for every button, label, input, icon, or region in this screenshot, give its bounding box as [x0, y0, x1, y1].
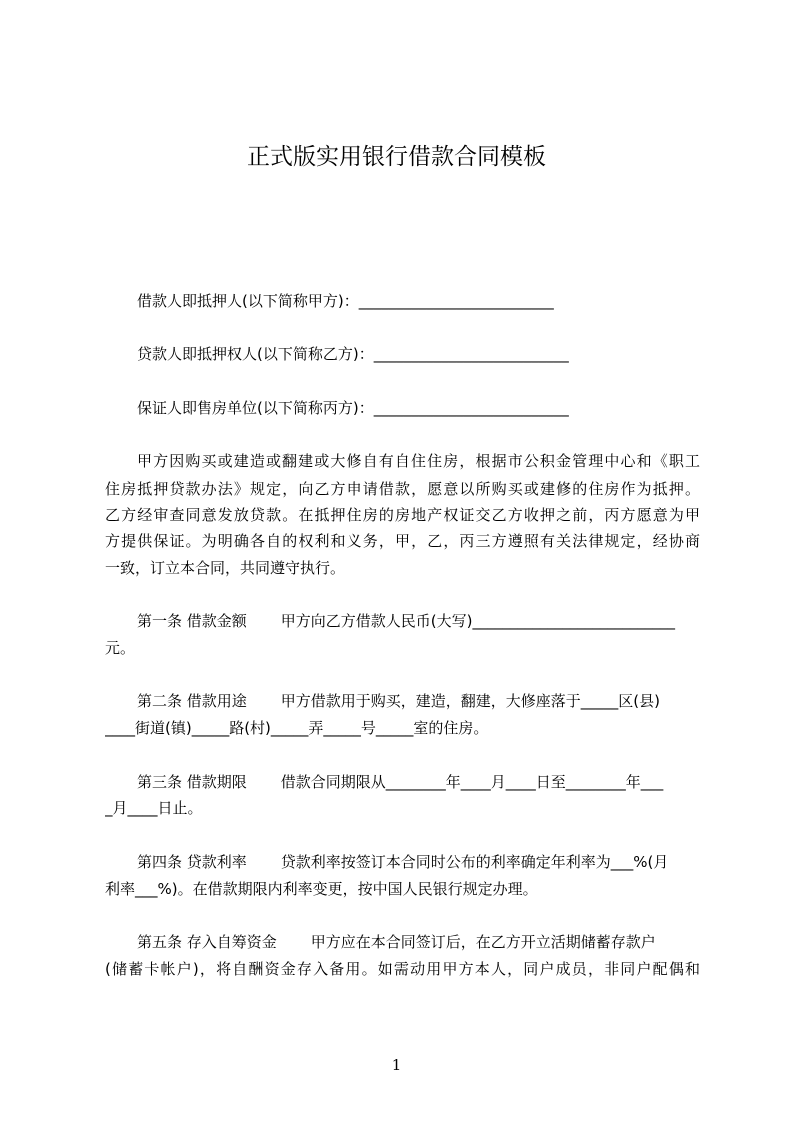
article-heading: 第四条 贷款利率: [137, 853, 247, 871]
party-guarantor: 保证人即售房单位(以下简称丙方)：__________________________: [137, 399, 569, 417]
article-text: 贷款利率按签订本合同时公布的利率确定年利率为___%(月: [280, 853, 669, 871]
article-5-continuation: (储蓄卡帐户)，将自酬资金存入备用。如需动用甲方本人，同户成员，非同户配偶和: [105, 960, 700, 978]
article-5: [105, 932, 700, 952]
article-1: [105, 611, 700, 631]
article-text: 甲方向乙方借款人民币(大写)___________________________: [280, 612, 675, 630]
article-text: 借款合同期限从________年____月____日至________年___: [280, 773, 664, 791]
article-3-continuation: _月____日止。: [105, 799, 203, 817]
article-2: [105, 691, 700, 711]
article-4-continuation: 利率___%)。在借款期限内利率变更，按中国人民银行规定办理。: [105, 880, 538, 898]
article-4: [105, 852, 700, 872]
article-text: 甲方应在本合同签订后，在乙方开立活期储蓄存款户: [310, 933, 656, 951]
preamble-line: 一致，订立本合同，共同遵守执行。: [105, 559, 346, 577]
party-lender: 贷款人即抵押权人(以下简称乙方)：__________________________: [137, 345, 569, 363]
preamble-line: 乙方经审查同意发放贷款。在抵押住房的房地产权证交乙方收押之前，丙方愿意为甲: [105, 506, 700, 524]
preamble-line: 甲方因购买或建造或翻建或大修自有自住住房，根据市公积金管理中心和《职工: [137, 452, 700, 470]
article-heading: 第三条 借款期限: [137, 773, 247, 791]
article-heading: 第一条 借款金额: [137, 612, 247, 630]
page-number: 1: [391, 1056, 402, 1074]
page-title: 正式版实用银行借款合同模板: [247, 144, 546, 170]
preamble-line: 住房抵押贷款办法》规定，向乙方申请借款，愿意以所购买或建修的住房作为抵押。: [105, 480, 700, 498]
article-heading: 第二条 借款用途: [137, 692, 247, 710]
article-2-continuation: ____街道(镇)_____路(村)_____弄_____号_____室的住房。: [105, 719, 489, 737]
party-borrower: 借款人即抵押人(以下简称甲方)：__________________________: [137, 292, 554, 310]
preamble-line: 方提供保证。为明确各自的权利和义务，甲，乙，丙三方遵照有关法律规定，经协商: [105, 532, 700, 550]
article-1-continuation: 元。: [105, 639, 136, 657]
article-heading: 第五条 存入自筹资金: [137, 933, 277, 951]
article-3: [105, 772, 700, 792]
article-text: 甲方借款用于购买，建造，翻建，大修座落于_____区(县): [280, 692, 660, 710]
